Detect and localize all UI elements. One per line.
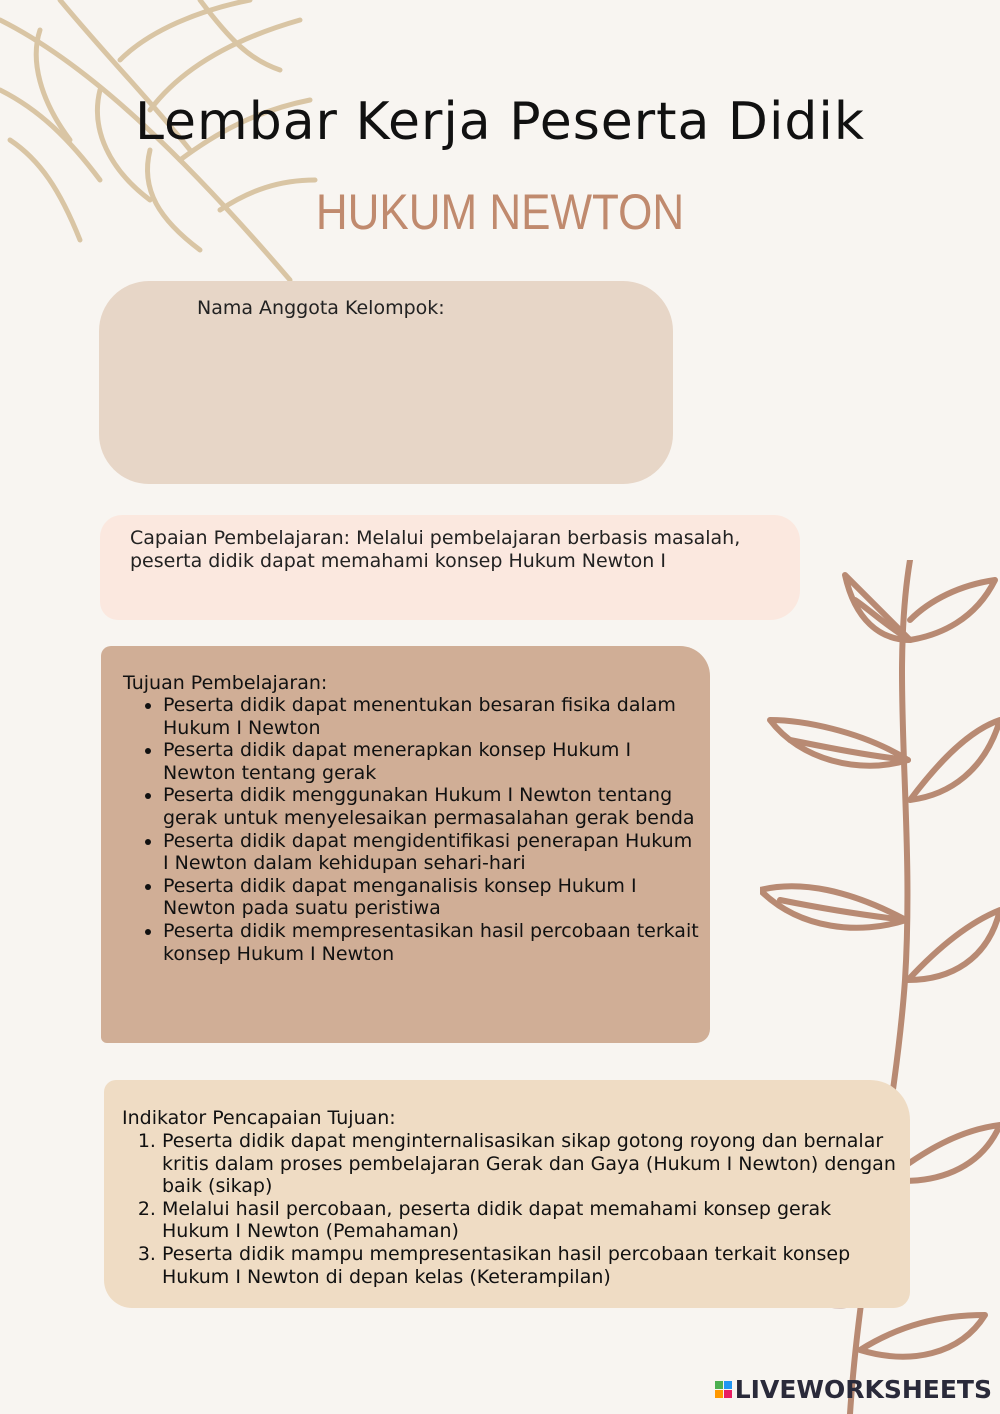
list-item: 2. Melalui hasil percobaan, peserta didik dapat memahami konsep gerak Hukum I Newton (Pemahaman) — [162, 1198, 902, 1243]
achievement-indicators-box — [104, 1080, 910, 1308]
achievement-indicators-heading: Indikator Pencapaian Tujuan: — [122, 1107, 396, 1129]
liveworksheets-logo-icon — [715, 1381, 732, 1398]
learning-objectives-heading: Tujuan Pembelajaran: — [123, 672, 328, 694]
list-item: • Peserta didik dapat menentukan besaran fisika dalam Hukum I Newton — [163, 694, 703, 739]
achievement-indicators-list — [142, 1130, 902, 1288]
list-item: • Peserta didik dapat mengidentifikasi penerapan Hukum I Newton dalam kehidupan sehari-hari — [163, 830, 703, 875]
list-item: • Peserta didik menggunakan Hukum I Newton tentang gerak untuk menyelesaikan permasalahan gerak benda — [163, 784, 703, 829]
liveworksheets-brand[interactable] — [715, 1375, 992, 1404]
group-members-label: Nama Anggota Kelompok: — [197, 297, 445, 319]
page-subtitle: HUKUM NEWTON — [315, 184, 685, 240]
list-item: 3. Peserta didik mampu mempresentasikan hasil percobaan terkait konsep Hukum I Newton di depan kelas (Keterampilan) — [162, 1243, 902, 1288]
logo-square — [715, 1381, 723, 1389]
learning-outcome-text: Capaian Pembelajaran: Melalui pembelajaran berbasis masalah, peserta didik dapat memahami konsep Hukum Newton I — [130, 527, 741, 572]
learning-objectives-box — [101, 646, 710, 1043]
list-item: • Peserta didik dapat menerapkan konsep Hukum I Newton tentang gerak — [163, 739, 703, 784]
logo-square — [724, 1390, 732, 1398]
liveworksheets-text: LIVEWORKSHEETS — [734, 1375, 992, 1404]
list-item: • Peserta didik mempresentasikan hasil percobaan terkait konsep Hukum I Newton — [163, 920, 703, 965]
group-members-box[interactable] — [99, 281, 673, 484]
logo-square — [724, 1381, 732, 1389]
logo-square — [715, 1390, 723, 1398]
learning-outcome-box — [100, 515, 800, 620]
learning-objectives-list — [141, 694, 703, 965]
list-item: • Peserta didik dapat menganalisis konsep Hukum I Newton pada suatu peristiwa — [163, 875, 703, 920]
page-title: Lembar Kerja Peserta Didik — [134, 92, 865, 152]
list-item: 1. Peserta didik dapat menginternalisasikan sikap gotong royong dan bernalar kritis dalam proses pembelajaran Gerak dan Gaya (Hukum I Newton) dengan baik (sikap) — [162, 1130, 902, 1198]
